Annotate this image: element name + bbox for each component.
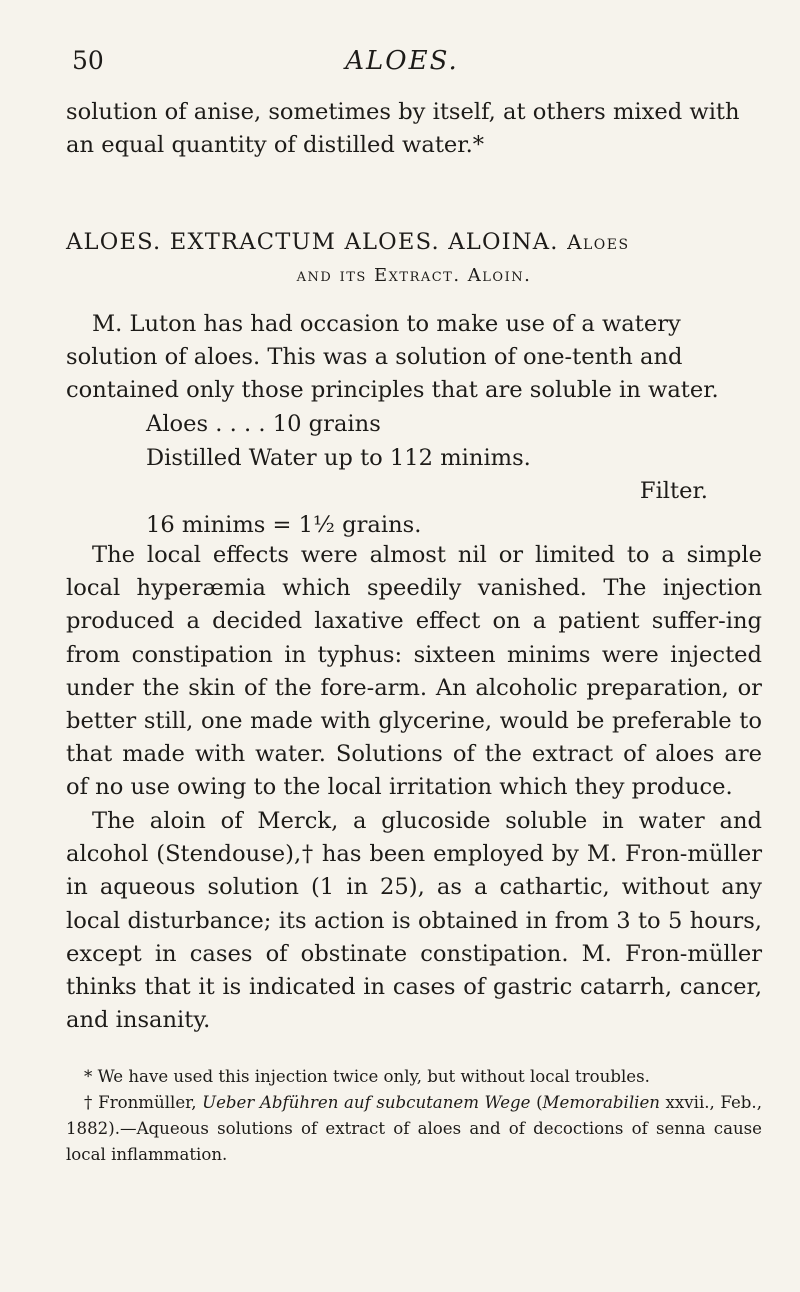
footnote-2 <box>66 1090 762 1168</box>
paragraph1-line2: an equal quantity of distilled water.* <box>66 132 485 159</box>
running-head <box>72 46 732 86</box>
footnotes <box>66 1064 762 1168</box>
recipe-line-aloes: Aloes . . . . 10 grains <box>146 411 381 437</box>
paragraph-aloin: The aloin of Merck, a glucoside soluble in water and alcohol (Stendouse),† has been employed by M. Fron-müller in aqueous solution (1 in 25), as a cathartic, without any local disturbance; its action is obtained in from 3 to 5 hours, except in cases of obstinate constipation. M. Fron-müller thinks that it is indicated in cases of gastric catarrh, cancer, and insanity. <box>66 808 762 1034</box>
heading-tail: Aloes <box>567 230 630 254</box>
footnote-2-title: Ueber Abführen auf subcutanem Wege <box>202 1093 531 1112</box>
paragraph-continuation <box>66 96 762 162</box>
recipe-line-filter: Filter. <box>639 478 708 504</box>
footnote-2-rest: xxvii., Feb., 1882).—Aqueous solutions of extract of aloes and of decoctions of senna cause local inflammation. <box>66 1093 762 1164</box>
footnote-2-journal: Memorabilien <box>542 1093 660 1112</box>
footnote-2-paren: ( <box>536 1093 543 1112</box>
page-number: 50 <box>72 46 104 75</box>
heading-line1 <box>66 226 762 259</box>
recipe-line-water: Distilled Water up to 112 minims. <box>146 444 531 471</box>
section-heading <box>66 226 762 292</box>
paragraph-luton: M. Luton has had occasion to make use of a watery solution of aloes. This was a solution of one-tenth and contained only those principles that are soluble in water. <box>66 311 719 404</box>
paragraph-local-effects: The local effects were almost nil or limited to a simple local hyperæmia which speedily vanished. The injection produced a decided laxative effect on a patient suffer-ing from constipation in typhus: sixteen minims were injected under the skin of the fore-arm. An alcoholic preparation, or better still, one made with glycerine, would be preferable to that made with water. Solutions of the extract of aloes are of no use owing to the local irritation which they produce. <box>66 542 762 801</box>
paragraph1-line1: solution of anise, sometimes by itself, at others mixed with <box>66 99 740 125</box>
footnote-2-author: † Fronmüller, <box>84 1093 197 1112</box>
heading-line2: and its Extract. Aloin. <box>296 265 532 286</box>
footnote-1: * We have used this injection twice only, but without local troubles. <box>84 1067 650 1086</box>
recipe-block <box>66 408 762 542</box>
running-title: ALOES. <box>345 46 459 76</box>
recipe-line-dose: 16 minims = 1½ grains. <box>146 511 422 538</box>
heading-main: ALOES. EXTRACTUM ALOES. ALOINA. <box>66 229 559 255</box>
